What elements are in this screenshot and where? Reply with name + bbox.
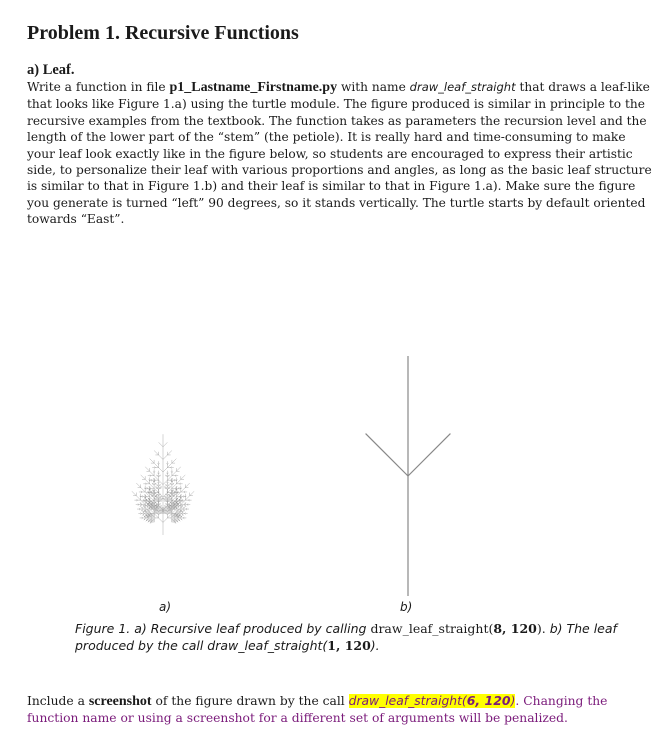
- leaf-stem-segment: [190, 491, 194, 495]
- leaf-stem-segment: [159, 455, 163, 459]
- leaf-stem-segment: [163, 468, 167, 472]
- leaf-stem-segment: [159, 518, 163, 522]
- figure-caption: Figure 1. a) Recursive leaf produced by calling draw_leaf_straight(8, 120). b) The leaf produced by the call draw_leaf_straight(1, 120).: [75, 621, 617, 653]
- figure-1: [0, 285, 664, 625]
- leaf-stem-segment: [159, 468, 163, 472]
- figure-label-a: a): [159, 600, 172, 614]
- leaf-stem-segment: [167, 450, 171, 454]
- figure-label-b: b): [400, 600, 413, 614]
- section-heading: a) Leaf.: [27, 62, 75, 78]
- leaf-stem-segment: [172, 459, 176, 463]
- problem-description: Write a function in file p1_Lastname_Firstname.py with name draw_leaf_straight that draws a leaf-like that looks like Figure 1.a) using the turtle module. The figure produced is similar in principle to the recursive examples from the textbook. The function takes as parameters the recursion level and the length of the lower part of the “stem” (the petiole). It is really hard and time-consuming to make your leaf look exactly like in the figure below, so students are encouraged to express their artistic side, to personalize their leaf with various proportions and angles, as long as the basic leaf structure is similar to that in Figure 1.b) and their leaf is similar to that in Figure 1.a). Make sure the figure you generate is turned “left” 90 degrees, so it stands vertically. The turtle starts by default oriented towards “East”.: [27, 80, 652, 227]
- leaf-stem-segment: [145, 467, 149, 471]
- leaf-stem-segment: [132, 491, 136, 495]
- leaf-stem-segment: [163, 455, 167, 459]
- leaf-stem-segment: [136, 483, 140, 487]
- leaf-stem-segment: [141, 475, 145, 479]
- filename: p1_Lastname_Firstname.py: [169, 80, 338, 95]
- leaf-stem-segment: [154, 450, 158, 454]
- leaf-stem-segment: [159, 442, 163, 446]
- leaf-stem-segment: [366, 434, 408, 476]
- leaf-stem-segment: [163, 518, 167, 522]
- leaf-stem-segment: [150, 459, 154, 463]
- submission-instruction: Include a screenshot of the figure drawn by the call draw_leaf_straight(6, 120). Changing the function name or using a screenshot for a different set of arguments will be penalized.: [27, 693, 608, 725]
- recursive-leaf-b: [366, 356, 451, 596]
- leaf-stem-segment: [185, 483, 189, 487]
- leaf-stem-segment: [159, 480, 163, 484]
- leaf-stem-segment: [176, 467, 180, 471]
- function-name: draw_leaf_straight: [409, 80, 516, 94]
- leaf-stem-segment: [408, 434, 450, 476]
- leaf-stem-segment: [163, 480, 167, 484]
- leaf-figure-canvas: [0, 285, 664, 625]
- problem-title: Problem 1. Recursive Functions: [27, 22, 299, 44]
- leaf-stem-segment: [163, 442, 167, 446]
- required-call-highlight: draw_leaf_straight(6, 120): [348, 693, 516, 708]
- leaf-stem-segment: [181, 475, 185, 479]
- recursive-leaf-a: [132, 434, 194, 535]
